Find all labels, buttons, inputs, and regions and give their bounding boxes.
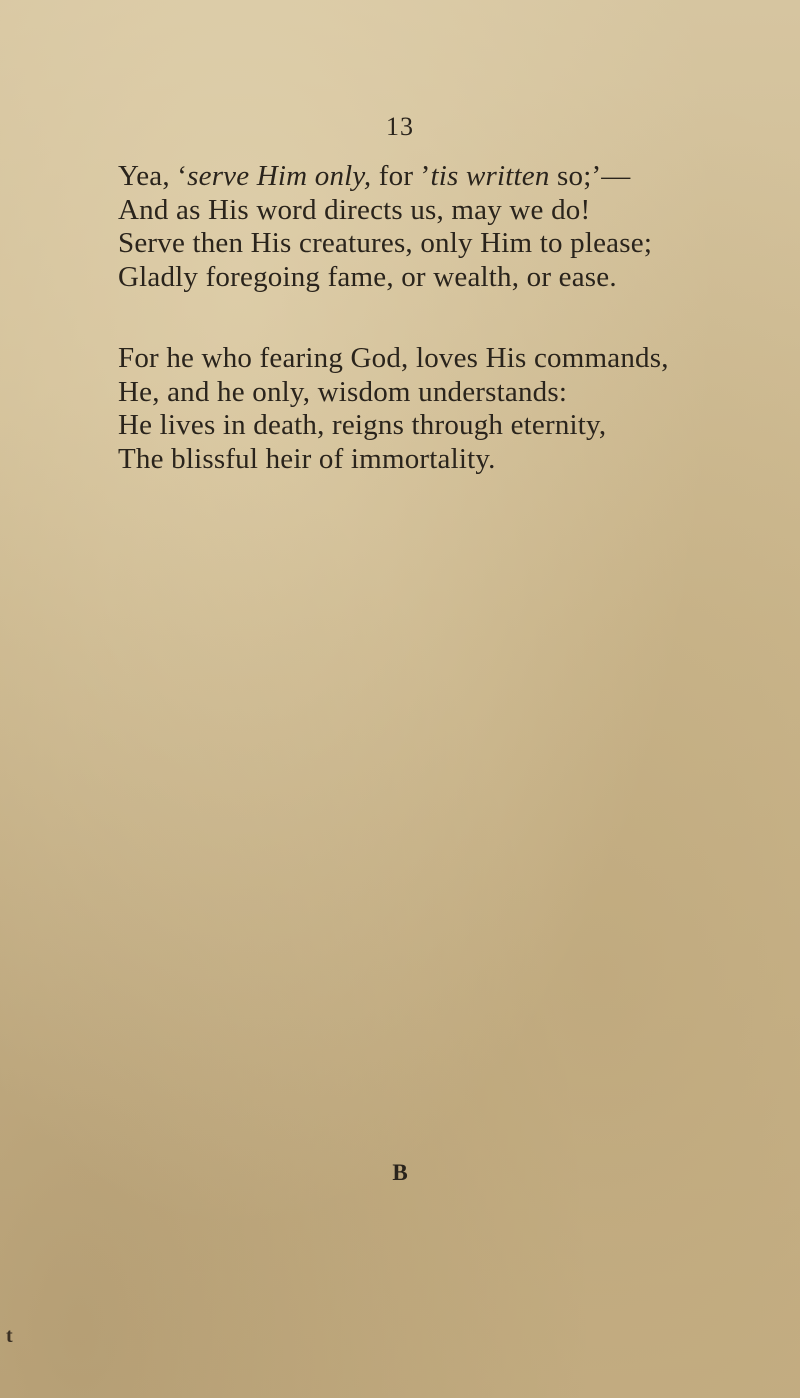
line-text-middle: for ’ bbox=[371, 160, 431, 192]
margin-mark: t bbox=[6, 1325, 13, 1347]
line-text-end: so;’— bbox=[549, 160, 631, 192]
stanza-1-line-1 bbox=[118, 160, 778, 194]
stanza-1-line-3: Serve then His creatures, only Him to please; bbox=[118, 227, 653, 259]
stanza-2-line-4: The blissful heir of immortality. bbox=[118, 442, 496, 475]
page-number: 13 bbox=[386, 112, 414, 141]
signature-mark: B bbox=[392, 1160, 408, 1185]
stanza-2-line-2: He, and he only, wisdom understands: bbox=[118, 375, 568, 408]
italic-quote: serve Him only, bbox=[187, 160, 372, 192]
stanza-2-line-3: He lives in death, reigns through eternity, bbox=[118, 409, 607, 441]
line-text-start: Yea, ‘ bbox=[118, 160, 188, 192]
stanza-1-line-4: Gladly foregoing fame, or wealth, or ease. bbox=[118, 260, 617, 293]
stanza-1 bbox=[118, 160, 778, 294]
italic-phrase: tis written bbox=[430, 160, 550, 192]
stanza-2 bbox=[118, 342, 778, 476]
stanza-1-line-2: And as His word directs us, may we do! bbox=[118, 193, 591, 226]
stanza-2-line-1: For he who fearing God, loves His commands, bbox=[118, 342, 669, 374]
